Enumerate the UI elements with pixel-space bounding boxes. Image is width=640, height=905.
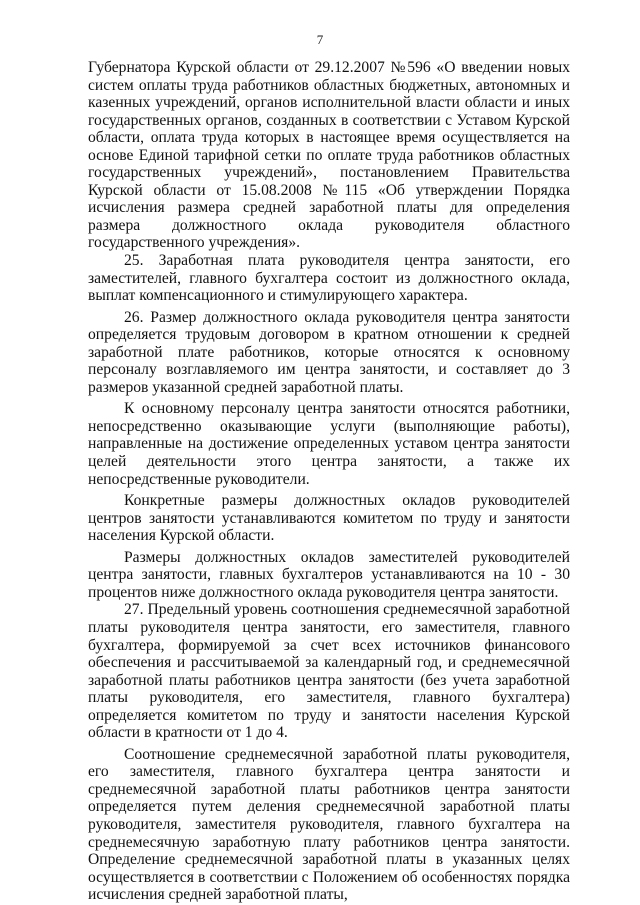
paragraph-deputy-salaries: Размеры должностных окладов заместителей руководителей центра занятости, главных бухгалтеров устанавливаются на 10 - 30 процентов ниже должностного оклада руководителя центра занятости.	[88, 548, 570, 601]
paragraph-specific-salaries: Конкретные размеры должностных окладов руководителей центров занятости устанавливаются комитетом по труду и занятости населения Курской области.	[88, 492, 570, 545]
paragraph-item-27: 27. Предельный уровень соотношения среднемесячной заработной платы руководителя центра занятости, его заместителя, главного бухгалтера, формируемой за счет всех источников финансового обеспечения и рассчитываемой за календарный год, и среднемесячной заработной платы работников центра занятости (без учета заработной платы руководителя, его заместителя, главного бухгалтера) определяется комитетом по труду и занятости населения Курской области в кратности от 1 до 4.	[88, 601, 570, 742]
paragraph-continuation: Губернатора Курской области от 29.12.2007 №596 «О введении новых систем оплаты труда работников областных бюджетных, автономных и казенных учреждений, органов исполнительной власти области и иных государственных органов, созданных в соответствии с Уставом Курской области, оплата труда которых в настоящее время осуществляется на основе Единой тарифной сетки по оплате труда работников областных государственных учреждений», постановлением Правительства Курской области от 15.08.2008 №115 «Об утверждении Порядка исчисления размера средней заработной платы для определения размера должностного оклада руководителя областного государственного учреждения».	[88, 59, 570, 252]
paragraph-item-26: 26. Размер должностного оклада руководителя центра занятости определяется трудовым договором в кратном отношении к средней заработной плате работников, которые относятся к основному персоналу возглавляемого им центра занятости, и составляет до 3 размеров указанной средней заработной платы.	[88, 308, 570, 396]
document-body	[88, 59, 570, 904]
page-number: 7	[316, 32, 324, 47]
paragraph-ratio: Соотношение среднемесячной заработной платы руководителя, его заместителя, главного бухгалтера центра занятости и среднемесячной заработной платы работников центра занятости определяется путем деления среднемесячной заработной платы руководителя, заместителя руководителя, главного бухгалтера на среднемесячную заработную плату работников центра занятости. Определение среднемесячной заработной платы в указанных целях осуществляется в соответствии с Положением об особенностях порядка исчисления средней заработной платы,	[88, 745, 570, 904]
paragraph-item-25: 25. Заработная плата руководителя центра занятости, его заместителей, главного бухгалтера состоит из должностного оклада, выплат компенсационного и стимулирующего характера.	[88, 252, 570, 305]
paragraph-core-staff: К основному персоналу центра занятости относятся работники, непосредственно оказывающие услуги (выполняющие работы), направленные на достижение определенных уставом центра занятости целей деятельности этого центра занятости, а также их непосредственные руководители.	[88, 400, 570, 488]
